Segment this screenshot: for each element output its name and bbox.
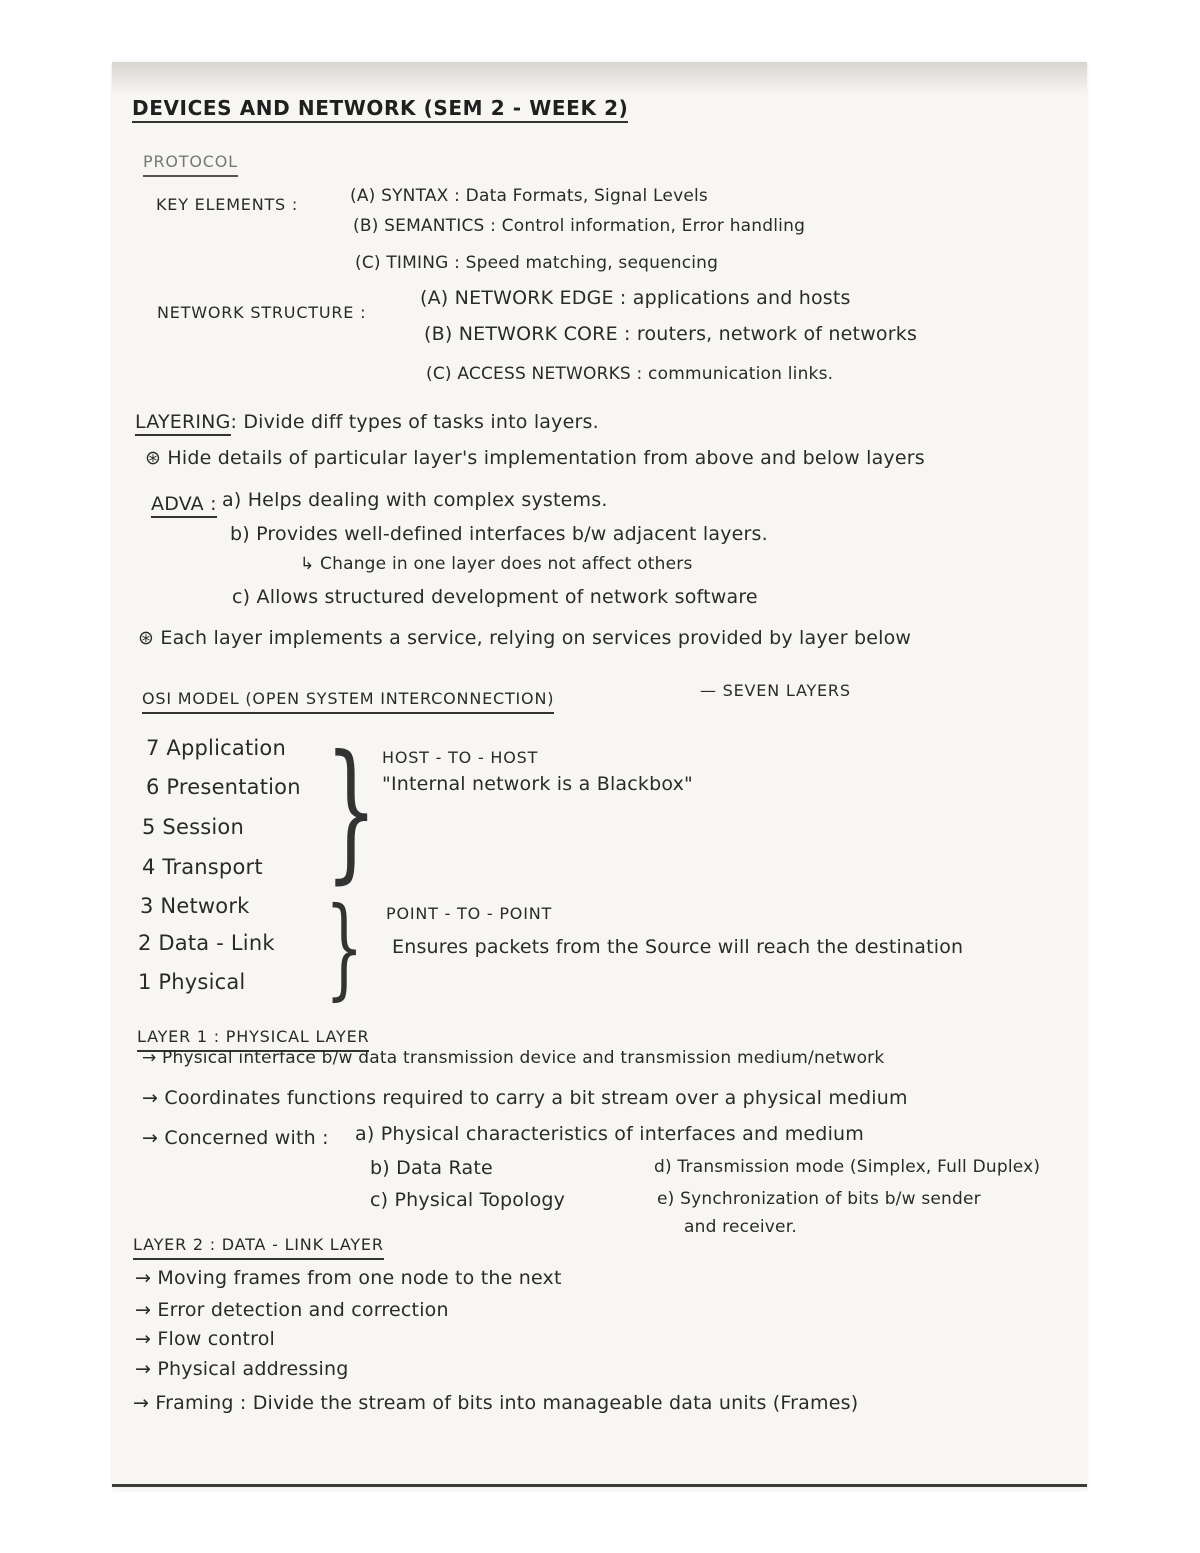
osi-layer-7: 7 Application <box>146 736 286 760</box>
layer1-concerned-a: a) Physical characteristics of interfaces and medium <box>355 1123 865 1145</box>
layering-note-service: ⊛ Each layer implements a service, relying on services provided by layer below <box>138 627 912 649</box>
point-to-point-title: POINT - TO - POINT <box>386 904 553 923</box>
layer1-concerned-b: b) Data Rate <box>370 1157 493 1179</box>
key-element-timing: (C) TIMING : Speed matching, sequencing <box>355 253 719 273</box>
advantage-a: a) Helps dealing with complex systems. <box>222 489 608 511</box>
network-structure-label: NETWORK STRUCTURE : <box>157 303 367 322</box>
osi-layer-4: 4 Transport <box>142 855 263 879</box>
osi-layer-6: 6 Presentation <box>146 775 301 799</box>
advantages-label <box>151 492 217 516</box>
layer1-point-interface: → Physical interface b/w data transmission device and transmission medium/network <box>142 1048 885 1068</box>
osi-layer-3: 3 Network <box>140 894 250 918</box>
point-to-point-desc: Ensures packets from the Source will reach the destination <box>392 936 964 958</box>
layer2-point-frames: → Moving frames from one node to the next <box>135 1267 562 1289</box>
osi-layer-5: 5 Session <box>142 815 244 839</box>
layering-heading-text: LAYERING <box>135 411 231 436</box>
protocol-heading: PROTOCOL <box>143 150 238 177</box>
layer2-point-framing: → Framing : Divide the stream of bits into manageable data units (Frames) <box>133 1392 859 1414</box>
key-element-semantics: (B) SEMANTICS : Control information, Error handling <box>353 216 806 236</box>
advantage-b-sub: ↳ Change in one layer does not affect others <box>300 554 693 574</box>
host-to-host-title: HOST - TO - HOST <box>382 748 539 767</box>
osi-layer-1: 1 Physical <box>138 970 246 994</box>
paper-top-shadow <box>112 62 1087 94</box>
paper-bottom-edge <box>112 1484 1087 1487</box>
layer1-concerned-c: c) Physical Topology <box>370 1189 566 1211</box>
advantages-label-text: ADVA : <box>151 493 217 518</box>
osi-seven-layers: — SEVEN LAYERS <box>700 681 851 700</box>
lower-layers-brace-icon: } <box>325 883 364 1011</box>
layering-heading <box>135 410 599 434</box>
osi-heading: OSI MODEL (OPEN SYSTEM INTERCONNECTION) <box>142 687 554 714</box>
advantage-c: c) Allows structured development of network software <box>232 586 758 608</box>
layer1-point-coordinates: → Coordinates functions required to carry a bit stream over a physical medium <box>142 1087 908 1109</box>
advantage-b: b) Provides well-defined interfaces b/w adjacent layers. <box>230 523 768 545</box>
layer1-heading: LAYER 1 : PHYSICAL LAYER <box>137 1025 369 1052</box>
network-edge: (A) NETWORK EDGE : applications and hosts <box>420 287 851 309</box>
page-title: DEVICES AND NETWORK (SEM 2 - WEEK 2) <box>132 96 628 123</box>
osi-layer-2: 2 Data - Link <box>138 931 275 955</box>
layer1-concerned-d: d) Transmission mode (Simplex, Full Duplex) <box>654 1157 1041 1177</box>
network-core: (B) NETWORK CORE : routers, network of networks <box>424 323 918 345</box>
access-networks: (C) ACCESS NETWORKS : communication links. <box>426 364 834 384</box>
layering-note-hide-details: ⊛ Hide details of particular layer's implementation from above and below layers <box>145 447 925 469</box>
layer1-concerned-label: → Concerned with : <box>142 1127 329 1149</box>
layering-intro: : Divide diff types of tasks into layers. <box>230 411 599 433</box>
layer2-point-error: → Error detection and correction <box>135 1299 449 1321</box>
upper-layers-brace-icon: } <box>325 724 378 898</box>
layer1-concerned-e: e) Synchronization of bits b/w sender <box>657 1189 981 1209</box>
key-elements-label: KEY ELEMENTS : <box>156 195 299 214</box>
layer2-point-addressing: → Physical addressing <box>135 1358 349 1380</box>
layer2-point-flow: → Flow control <box>135 1328 276 1350</box>
key-element-syntax: (A) SYNTAX : Data Formats, Signal Levels <box>350 186 708 206</box>
layer2-heading: LAYER 2 : DATA - LINK LAYER <box>133 1233 384 1260</box>
host-to-host-desc: "Internal network is a Blackbox" <box>382 773 693 795</box>
layer1-concerned-e-cont: and receiver. <box>684 1217 797 1237</box>
